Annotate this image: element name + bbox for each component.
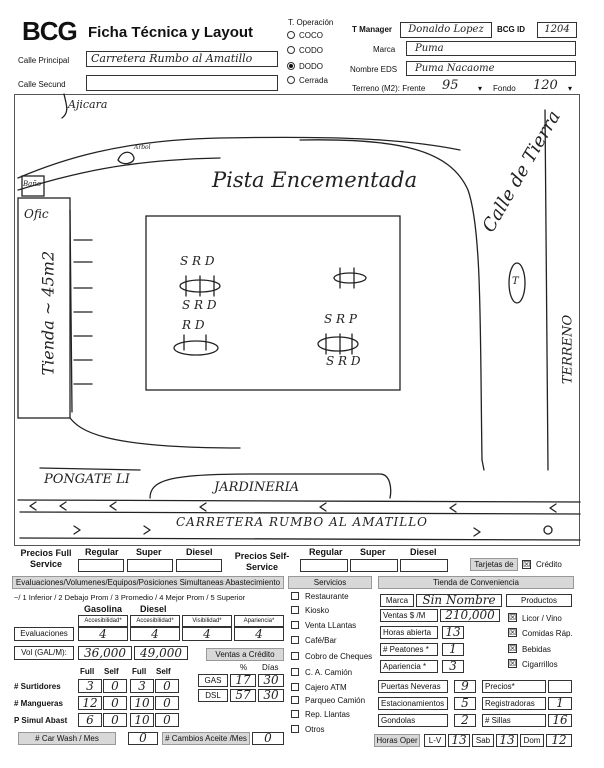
sketch-pongate: PONGATE LI xyxy=(44,472,130,487)
registradoras-value[interactable]: 1 xyxy=(548,697,572,710)
producto-label: Comidas Ráp. xyxy=(522,629,573,638)
evaluation-scale: ~/ 1 Inferior / 2 Debajo Prom / 3 Promedio / 4 Mejor Prom / 5 Superior xyxy=(14,593,246,602)
servicio-checkbox[interactable] xyxy=(291,606,299,614)
lv-label-box xyxy=(424,734,446,747)
col-accesibilidad-1: Accesibilidad* xyxy=(78,615,128,627)
servicio-label: C. A. Camión xyxy=(305,668,353,677)
producto-checkbox[interactable]: ☒ xyxy=(509,613,517,622)
op-coco: COCO xyxy=(299,31,323,40)
servicio-checkbox[interactable] xyxy=(291,696,299,704)
servicio-checkbox[interactable] xyxy=(291,652,299,660)
eval-value[interactable]: 4 xyxy=(78,627,128,641)
vol-label xyxy=(14,646,74,660)
servicio-checkbox[interactable] xyxy=(291,621,299,629)
sketch-bano: Baño xyxy=(23,180,42,188)
dsl-label-box xyxy=(198,689,228,702)
horas-label: Horas abierta xyxy=(383,628,432,637)
evaluaciones-header: Evaluaciones/Volumenes/Equipos/Posiciones Simultaneas Abastecimiento xyxy=(12,576,284,589)
sketch-tank: T xyxy=(512,276,519,287)
fondo-value[interactable]: 120 xyxy=(533,78,558,93)
calle-secund-label: Calle Secund xyxy=(18,80,66,89)
dom-value[interactable]: 12 xyxy=(546,734,572,747)
servicio-label: Venta LLantas xyxy=(305,621,357,630)
registradoras-label-box xyxy=(482,697,546,710)
apariencia-value[interactable]: 3 xyxy=(442,660,464,673)
eval-value[interactable]: 4 xyxy=(130,627,180,641)
mangueras-value[interactable]: 10 xyxy=(130,696,154,710)
simul-abast-value[interactable]: 6 xyxy=(78,713,102,727)
sillas-label-box xyxy=(482,714,546,727)
tienda-marca-field[interactable]: Sin Nombre xyxy=(416,594,502,607)
productos-label: Productos xyxy=(520,596,558,605)
sketch-pista: Pista Encementada xyxy=(212,168,418,192)
tienda-marca-label-box xyxy=(380,594,414,607)
ventas-value[interactable]: 210,000 xyxy=(440,609,500,622)
tienda-header: Tienda de Conveniencia xyxy=(378,576,574,589)
servicio-checkbox[interactable] xyxy=(291,592,299,600)
apariencia-label-box xyxy=(380,660,438,673)
puertas-label-box xyxy=(378,680,448,693)
precios-full-label: Precios Full Service xyxy=(20,548,72,569)
bcg-id-label: BCG ID xyxy=(497,25,525,34)
precio-self-super[interactable] xyxy=(350,559,398,572)
col-super-self: Super xyxy=(360,547,386,557)
evaluaciones-label-text: Evaluaciones xyxy=(20,629,68,638)
horas-value[interactable]: 13 xyxy=(442,626,464,639)
producto-checkbox[interactable]: ☒ xyxy=(509,628,517,637)
col-visibilidad: Visibilidad* xyxy=(182,615,232,627)
col-apariencia: Apariencia* xyxy=(234,615,284,627)
registradoras-label: Registradoras xyxy=(485,699,535,708)
gas-pct[interactable]: 17 xyxy=(230,674,256,687)
precio-full-regular[interactable] xyxy=(78,559,124,572)
puertas-label: Puertas Neveras xyxy=(381,682,441,691)
precios-self-label: Precios Self-Service xyxy=(234,551,290,572)
precio-full-super[interactable] xyxy=(127,559,173,572)
sab-label-box xyxy=(472,734,494,747)
dsl-pct[interactable]: 57 xyxy=(230,689,256,702)
gas-dias[interactable]: 30 xyxy=(258,674,284,687)
apariencia-label: Apariencia * xyxy=(383,662,427,671)
evaluaciones-label xyxy=(14,627,74,641)
servicio-label: Parqueo Camión xyxy=(305,696,366,705)
sketch-calle-tierra: Calle de Tierra xyxy=(478,107,565,237)
eval-value[interactable]: 4 xyxy=(234,627,284,641)
gondolas-label-box xyxy=(378,714,448,727)
island-label: S R D xyxy=(326,354,361,368)
frente-chevron-icon[interactable]: ▾ xyxy=(478,84,483,93)
lv-value[interactable]: 13 xyxy=(448,734,470,747)
gas-label-box xyxy=(198,674,228,687)
island-label: S R D xyxy=(182,298,217,312)
servicio-checkbox[interactable] xyxy=(291,683,299,691)
servicio-label: Restaurante xyxy=(305,592,349,601)
op-codo: CODO xyxy=(299,46,323,55)
fondo-label: Fondo xyxy=(493,84,516,93)
surtidores-value[interactable]: 0 xyxy=(103,679,127,693)
gondolas-label: Gondolas xyxy=(381,716,416,725)
servicio-label: Kiosko xyxy=(305,606,330,615)
pct-label: % xyxy=(240,663,248,672)
dsl-label: DSL xyxy=(205,691,221,700)
ventas-label: Ventas $ /M xyxy=(383,611,426,620)
surtidores-value[interactable]: 0 xyxy=(155,679,179,693)
car-wash-label: # Car Wash / Mes xyxy=(18,732,116,745)
t-manager-label: T Manager xyxy=(352,25,393,34)
eval-value[interactable]: 4 xyxy=(182,627,232,641)
cambios-aceite-label: # Cambios Aceite /Mes xyxy=(162,732,250,745)
marca-label: Marca xyxy=(373,45,396,54)
surtidores-value[interactable]: 3 xyxy=(78,679,102,693)
col-regular-self: Regular xyxy=(309,547,343,557)
sketch-arbol: Arbol xyxy=(134,144,151,151)
servicio-label: Otros xyxy=(305,725,325,734)
peatones-value[interactable]: 1 xyxy=(442,643,464,656)
col-diesel-self: Diesel xyxy=(410,547,437,557)
car-wash-value[interactable]: 0 xyxy=(128,732,158,745)
horas-label-box xyxy=(380,626,438,639)
cambios-aceite-value[interactable]: 0 xyxy=(252,732,284,745)
estacionamientos-label: Estacionamientos xyxy=(381,699,445,708)
peatones-label: # Peatones * xyxy=(383,645,429,654)
simul-abast-value[interactable]: 0 xyxy=(103,713,127,727)
calle-principal-label: Calle Principal xyxy=(18,56,70,65)
op-cerrada: Cerrada xyxy=(299,76,328,85)
servicio-checkbox[interactable] xyxy=(291,668,299,676)
precio-self-regular[interactable] xyxy=(300,559,348,572)
logo: BCG xyxy=(22,16,77,46)
servicios-header: Servicios xyxy=(288,576,372,589)
simul-abast-value[interactable]: 0 xyxy=(155,713,179,727)
fondo-chevron-icon[interactable]: ▾ xyxy=(568,84,573,93)
servicio-label: Rep. Llantas xyxy=(305,710,350,719)
col-accesibilidad-2: Accesibilidad* xyxy=(130,615,180,627)
bcg-id-field[interactable]: 1204 xyxy=(537,22,577,38)
self-label: Self xyxy=(156,667,171,676)
t-operacion-label: T. Operación xyxy=(288,18,334,27)
precios-label: Precios* xyxy=(485,682,515,691)
form-title: Ficha Técnica y Layout xyxy=(88,24,254,41)
gas-label: GAS xyxy=(204,676,222,685)
surtidores-value[interactable]: 3 xyxy=(130,679,154,693)
estacionamientos-value[interactable]: 5 xyxy=(454,697,476,710)
sab-value[interactable]: 13 xyxy=(496,734,518,747)
producto-label: Bebidas xyxy=(522,645,551,654)
island-label: S R P xyxy=(324,312,357,326)
producto-checkbox[interactable]: ☒ xyxy=(509,644,517,653)
frente-value[interactable]: 95 xyxy=(442,78,459,93)
sketch-tienda: Tienda ~ 45m2 xyxy=(38,250,58,376)
diesel-label: Diesel xyxy=(140,604,167,614)
ventas-label-box xyxy=(380,609,438,622)
vol-gasolina[interactable]: 36,000 xyxy=(78,646,132,660)
credito-checkbox[interactable]: ☒ xyxy=(523,560,531,569)
servicio-label: Cobro de Cheques xyxy=(305,652,373,661)
sketch-jardineria: JARDINERIA xyxy=(214,480,300,495)
calle-principal-field[interactable]: Carretera Rumbo al Amatillo xyxy=(86,51,278,67)
servicio-checkbox[interactable] xyxy=(291,710,299,718)
productos-label-box xyxy=(506,594,572,607)
col-regular: Regular xyxy=(85,547,119,557)
t-manager-field[interactable]: Donaldo Lopez xyxy=(400,22,492,38)
vol-label-text: Vol (GAL/M): xyxy=(21,648,67,657)
full-label: Full xyxy=(80,667,95,676)
sketch-carretera: CARRETERA RUMBO AL AMATILLO xyxy=(176,515,429,529)
dom-label: Dom xyxy=(523,736,541,745)
sketch-terreno: TERRENO xyxy=(560,314,576,385)
ventas-credito-header: Ventas a Crédito xyxy=(206,648,284,661)
precio-self-diesel[interactable] xyxy=(400,559,448,572)
estacionamientos-label-box xyxy=(378,697,448,710)
credito-label: Crédito xyxy=(536,560,562,569)
sab-label: Sab xyxy=(475,736,491,745)
nombre-eds-label: Nombre EDS xyxy=(350,65,398,74)
dias-label: Días xyxy=(262,663,279,672)
puertas-value[interactable]: 9 xyxy=(454,680,476,693)
simul-abast-value[interactable]: 10 xyxy=(130,713,154,727)
gondolas-value[interactable]: 2 xyxy=(454,714,476,727)
op-dodo: DODO xyxy=(299,62,323,71)
lv-label: L-V xyxy=(428,736,442,745)
peatones-label-box xyxy=(380,643,438,656)
sketch-ajicara: Ajicara xyxy=(68,98,108,111)
surtidores-label: # Surtidores xyxy=(14,682,61,691)
mangueras-label: # Mangueras xyxy=(14,699,63,708)
producto-label: Cigarrillos xyxy=(522,660,558,669)
gasolina-label: Gasolina xyxy=(84,604,123,614)
sillas-value[interactable]: 16 xyxy=(548,714,572,727)
tienda-marca-label: Marca xyxy=(385,596,409,605)
island-label: S R D xyxy=(180,254,215,268)
servicio-checkbox[interactable] xyxy=(291,725,299,733)
island-label: R D xyxy=(182,318,205,332)
marca-field[interactable]: Puma xyxy=(406,41,576,56)
col-super: Super xyxy=(136,547,162,557)
producto-label: Licor / Vino xyxy=(522,614,562,623)
horas-oper-label: Horas Oper xyxy=(374,734,420,747)
precios-label-box xyxy=(482,680,546,693)
full-label: Full xyxy=(132,667,147,676)
dom-label-box xyxy=(520,734,544,747)
col-diesel: Diesel xyxy=(186,547,213,557)
servicio-checkbox[interactable] xyxy=(291,636,299,644)
mangueras-value[interactable]: 0 xyxy=(103,696,127,710)
simul-abast-label: P Simul Abast xyxy=(14,716,68,725)
producto-checkbox[interactable]: ☒ xyxy=(509,659,517,668)
dsl-dias[interactable]: 30 xyxy=(258,689,284,702)
terreno-label: Terreno (M2): Frente xyxy=(352,84,426,93)
mangueras-value[interactable]: 12 xyxy=(78,696,102,710)
servicio-label: Cajero ATM xyxy=(305,683,347,692)
tarjetas-label: Tarjetas de xyxy=(470,558,518,571)
mangueras-value[interactable]: 0 xyxy=(155,696,179,710)
precio-full-diesel[interactable] xyxy=(176,559,222,572)
servicio-label: Café/Bar xyxy=(305,636,337,645)
precios-value[interactable] xyxy=(548,680,572,693)
vol-diesel[interactable]: 49,000 xyxy=(134,646,188,660)
self-label: Self xyxy=(104,667,119,676)
nombre-eds-field[interactable]: Puma Nacaome xyxy=(406,61,576,76)
sketch-ofic: Ofic xyxy=(24,207,49,221)
sillas-label: # Sillas xyxy=(485,716,511,725)
